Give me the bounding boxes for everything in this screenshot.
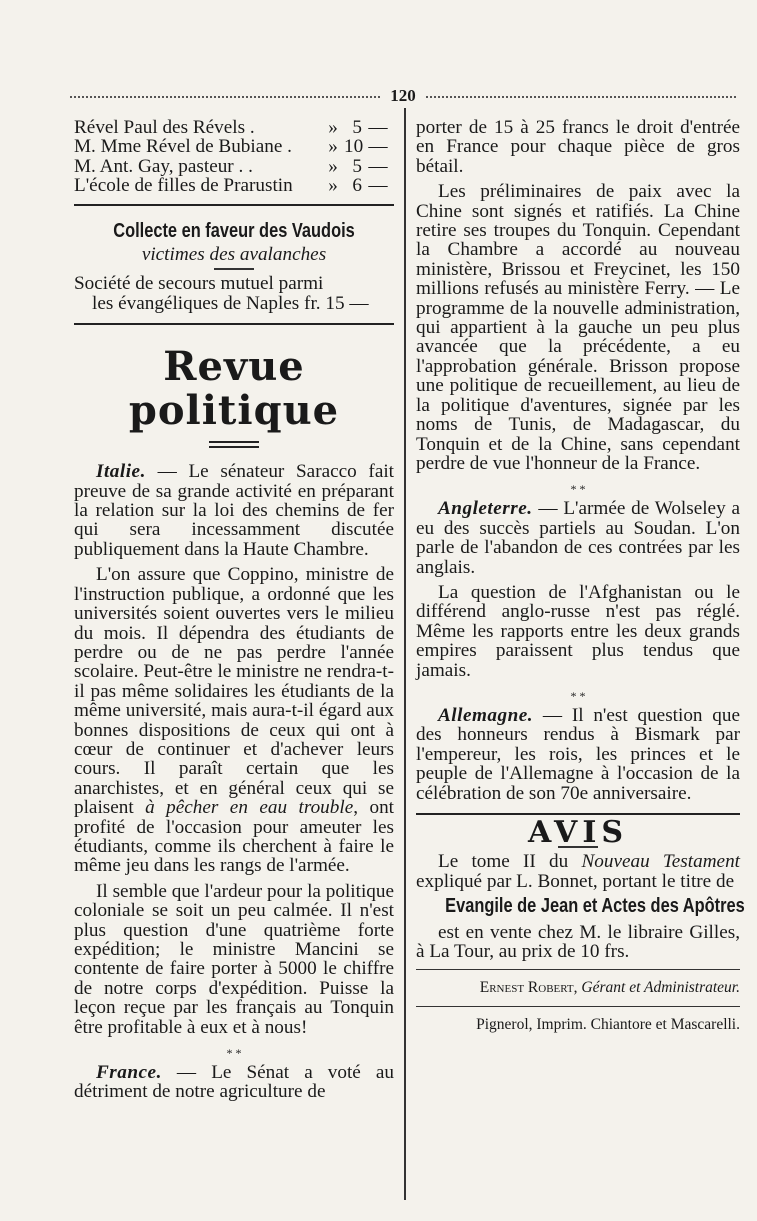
italie-text-2-end: , ont profité de l'occasion pour ameuter les étudiants, comme ils cherchent à faire le même jeu dans les rangs de l'armée.: [74, 797, 394, 877]
donation-amount: 6: [352, 175, 362, 197]
italie-text-2: L'on assure que Coppino, ministre de l'instruction publique, a ordonné que les universités soient ouvertes vers le milieu du mois. Il dépendra des étudiants de perdre ou de ne pas perdre l'année scolaire. Peut-être le ministre ne rendra-t-il pas même solidaires les étudiants de la même université, mais aura-t-il égard aux bonnes dispositions de ceux qui ont à cœur de continuer et d'achever leurs cours. Il paraît certain que les anarchistes, et en général ceux qui se plaisent: [74, 564, 394, 819]
column-divider: [404, 108, 406, 1200]
donation-dash: —: [368, 117, 388, 138]
donation-row: [74, 176, 394, 195]
france-paragraph-2: Les préliminaires de paix avec la Chine sont signés et ratifiés. La Chine retire ses troupes du Tonquin. Cependant la Chambre a accordé au nouveau ministère, Brissou et Freycinet, les 150 millions refusés au ministère Ferry. — Le programme de la nouvelle administration, qui appartient à la gauche un peu plus avancée que la précédente, a eu l'approbation générale. Brisson propose une politique de recueillement, au lieu de la politique d'aventures, signée par les noms de Tunis, de Madagascar, du Tonquin et de la Chine, sans cependant perdre de vue l'honneur de la France.: [416, 181, 740, 474]
donation-mark: »: [328, 117, 338, 138]
section-stars: * *: [226, 1046, 242, 1061]
italie-paragraph-1: [74, 462, 394, 559]
donation-dash: —: [368, 155, 388, 177]
section-rule: [74, 323, 394, 325]
allemagne-paragraph-1: [416, 706, 740, 803]
avis-book-title: Nouveau Testament: [581, 851, 740, 873]
country-angleterre: Angleterre.: [438, 498, 533, 520]
avis-paragraph: [416, 852, 740, 891]
donation-mark: »: [328, 136, 338, 158]
collecte-subtitle: victimes des avalanches: [141, 244, 327, 266]
section-rule: [416, 969, 740, 970]
header-ornament-right: [426, 96, 736, 102]
angleterre-paragraph-1: [416, 499, 740, 577]
header-ornament-left: [70, 96, 380, 102]
italie-paragraph-3: Il semble que l'ardeur pour la politique coloniale se soit un peu calmée. Il n'est plus question d'une quatrième forte expédition; le ministre Mancini se contente de faire porter à 5000 le chiffre de notre corps d'expédition. Puisse la leçon reçue par les français au Tonquin être profitable à eux et à nous!: [74, 880, 394, 1038]
imprimerie-line: Pignerol, Imprim. Chiantore et Mascarelli.: [476, 1015, 740, 1033]
avis-tome: II: [523, 851, 536, 873]
italie-italic-phrase: à pêcher en eau trouble: [145, 797, 354, 819]
italie-paragraph-2: [74, 565, 394, 876]
france-paragraph-1: [74, 1063, 394, 1102]
donation-mark: »: [328, 155, 338, 177]
avis-text-a: Le tome: [438, 851, 524, 873]
section-rule: [416, 1006, 740, 1007]
collecte-title: Collecte en faveur des Vaudois: [113, 219, 355, 242]
section-stars: * *: [570, 482, 586, 497]
avis-text-b: du: [535, 851, 582, 873]
right-column: [416, 117, 745, 1034]
section-rule: [74, 204, 394, 206]
page-header: [70, 86, 736, 108]
donation-dash: —: [368, 175, 388, 197]
avis-text-c: expliqué par L. Bonnet, portant le titre de: [416, 870, 735, 892]
donation-name: M. Mme Rével de Bubiane .: [74, 137, 292, 157]
allemagne-text-1: — Il n'est question que des honneurs rendus à Bismark par l'empereur, les rois, les princes et le peuple de l'Allemagne à l'occasion de la célébration de son 70e anniversaire.: [416, 704, 740, 804]
donation-amount: 5: [352, 155, 362, 177]
donation-amount: 10: [344, 136, 364, 158]
angleterre-text-1: — L'armée de Wolseley a eu des succès partiels au Soudan. L'on parle de l'abandon de ces contrées par les anglais.: [416, 498, 740, 578]
donation-dash: —: [368, 136, 388, 158]
collecte-line-2: les évangéliques de Naples fr. 15 —: [92, 292, 369, 314]
donation-row: [74, 118, 394, 137]
avis-title: AVIS: [527, 815, 629, 850]
country-italie: Italie.: [96, 461, 146, 483]
donation-amount: 5: [352, 117, 362, 138]
donation-row: [74, 137, 394, 156]
donation-name: L'école de filles de Prarustin: [74, 176, 293, 196]
country-allemagne: Allemagne.: [438, 704, 534, 726]
title-double-rule: [209, 441, 259, 448]
section-stars: * *: [570, 688, 586, 703]
gerant-role: Gérant et Administrateur.: [577, 979, 740, 997]
revue-title: Revue politique: [128, 343, 340, 435]
donation-name: M. Ant. Gay, pasteur . .: [74, 156, 253, 177]
gerant-line: [416, 978, 740, 997]
evangile-title: Evangile de Jean et Actes des Apôtres: [445, 895, 745, 918]
gerant-name: Ernest Robert,: [479, 979, 578, 997]
donation-list: [74, 118, 394, 196]
angleterre-paragraph-2: La question de l'Afghanistan ou le différend anglo-russe n'est pas réglé. Même les rapports entre les deux grands empires paraissent plus tendus que jamais.: [416, 581, 740, 681]
donation-row: [74, 157, 394, 176]
italie-text-1: — Le sénateur Saracco fait preuve de sa grande activité en préparant la relation sur la loi des chemins de fer qui sera incessamment discutée publiquement dans la Haute Chambre.: [74, 461, 394, 560]
left-column: [74, 118, 394, 1108]
page-number: 120: [390, 86, 416, 105]
short-rule: [214, 268, 254, 270]
donation-name: Rével Paul des Révels .: [74, 118, 255, 138]
donation-mark: »: [328, 175, 338, 197]
collecte-line-1: Société de secours mutuel parmi: [74, 273, 324, 295]
avis-vente: est en vente chez M. le libraire Gilles, à La Tour, au prix de 10 frs.: [416, 921, 740, 963]
country-france: France.: [96, 1062, 162, 1084]
france-text-1: — Le Sénat a voté au détriment de notre agriculture de: [74, 1062, 394, 1103]
france-continuation: porter de 15 à 25 francs le droit d'entrée en France pour chaque pièce de gros bétail.: [416, 117, 740, 177]
